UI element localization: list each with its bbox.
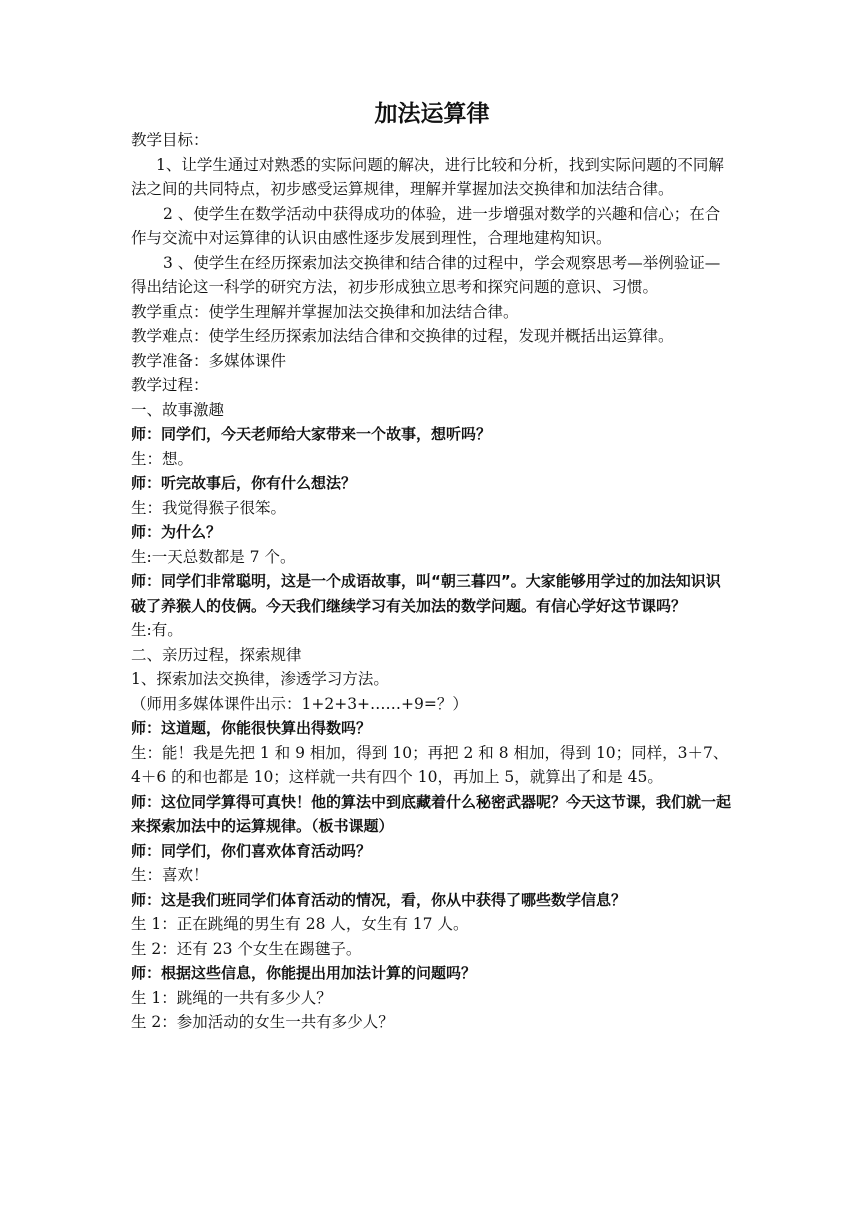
student-line: 生:有。 [131, 621, 183, 639]
teacher-line: 师：这道题，你能很快算出得数吗？ [131, 719, 372, 737]
student-line: 生 1：正在跳绳的男生有 28 人，女生有 17 人。 [131, 915, 469, 933]
student-line: 生：喜欢！ [131, 866, 209, 884]
text-line: 教学目标： [131, 131, 209, 149]
teacher-line: 师：同学们，今天老师给大家带来一个故事，想听吗？ [131, 425, 492, 443]
teacher-line: 师：同学们，你们喜欢体育活动吗？ [131, 841, 372, 860]
document-title: 加法运算律 [374, 101, 490, 127]
student-line: 生：我觉得猴子很笨。 [131, 498, 287, 517]
note-line: （师用多媒体课件出示：1+2+3+……+9=？） [131, 694, 468, 713]
goal-paragraph-2: 2 、使学生在数学活动中获得成功的体验，进一步增强对数学的兴趣和信心；在合作与交流中对运算律的认识由感性逐步发展到理性，合理地建构知识。 [131, 204, 721, 247]
student-line: 生：想。 [131, 449, 194, 468]
teacher-line: 师：这是我们班同学们体育活动的情况，看，你从中获得了哪些数学信息？ [131, 890, 627, 909]
process-heading: 教学过程： [131, 376, 209, 394]
student-line: 生:一天总数都是 7 个。 [131, 547, 296, 566]
student-line: 生 1：跳绳的一共有多少人？ [131, 988, 332, 1007]
subsection-heading: 1、探索加法交换律，渗透学习方法。 [131, 670, 389, 688]
key-point-line: 教学重点：使学生理解并掌握加法交换律和加法结合律。 [131, 302, 519, 321]
teacher-line: 师：根据这些信息，你能提出用加法计算的问题吗？ [131, 964, 477, 982]
document-page [131, 96, 731, 1035]
teacher-paragraph: 师：同学们非常聪明，这是一个成语故事，叫“朝三暮四”。大家能够用学过的加法知识识破了养猴人的伎俩。今天我们继续学习有关加法的数学问题。有信心学好这节课吗？ [131, 572, 721, 615]
preparation-line: 教学准备：多媒体课件 [131, 351, 287, 370]
goal-paragraph-3: 3 、使学生在经历探索加法交换律和结合律的过程中，学会观察思考—举例验证—得出结论这一科学的研究方法，初步形成独立思考和探究问题的意识、习惯。 [131, 253, 721, 296]
section-heading: 二、亲历过程，探索规律 [131, 645, 302, 664]
goal-paragraph-1: 1、让学生通过对熟悉的实际问题的解决，进行比较和分析，找到实际问题的不同解法之间的共同特点，初步感受运算规律，理解并掌握加法交换律和加法结合律。 [131, 155, 724, 198]
student-line: 生 2：还有 23 个女生在踢毽子。 [131, 939, 362, 958]
section-heading: 一、故事激趣 [131, 400, 225, 419]
difficulty-line: 教学难点：使学生经历探索加法结合律和交换律的过程，发现并概括出运算律。 [131, 327, 674, 345]
teacher-paragraph: 师：这位同学算得可真快！他的算法中到底藏着什么秘密武器呢？今天这节课，我们就一起来探索加法中的运算规律。（板书课题） [131, 792, 732, 835]
student-line: 生 2：参加活动的女生一共有多少人？ [131, 1013, 394, 1031]
teacher-line: 师：听完故事后，你有什么想法？ [131, 474, 357, 492]
student-paragraph: 生：能！我是先把 1 和 9 相加，得到 10；再把 2 和 8 相加，得到 10；同样，3＋7、4＋6 的和也都是 10；这样就一共有四个 10，再加上 5，就算出了和是 45。 [131, 743, 729, 786]
teacher-line: 师：为什么？ [131, 523, 222, 541]
